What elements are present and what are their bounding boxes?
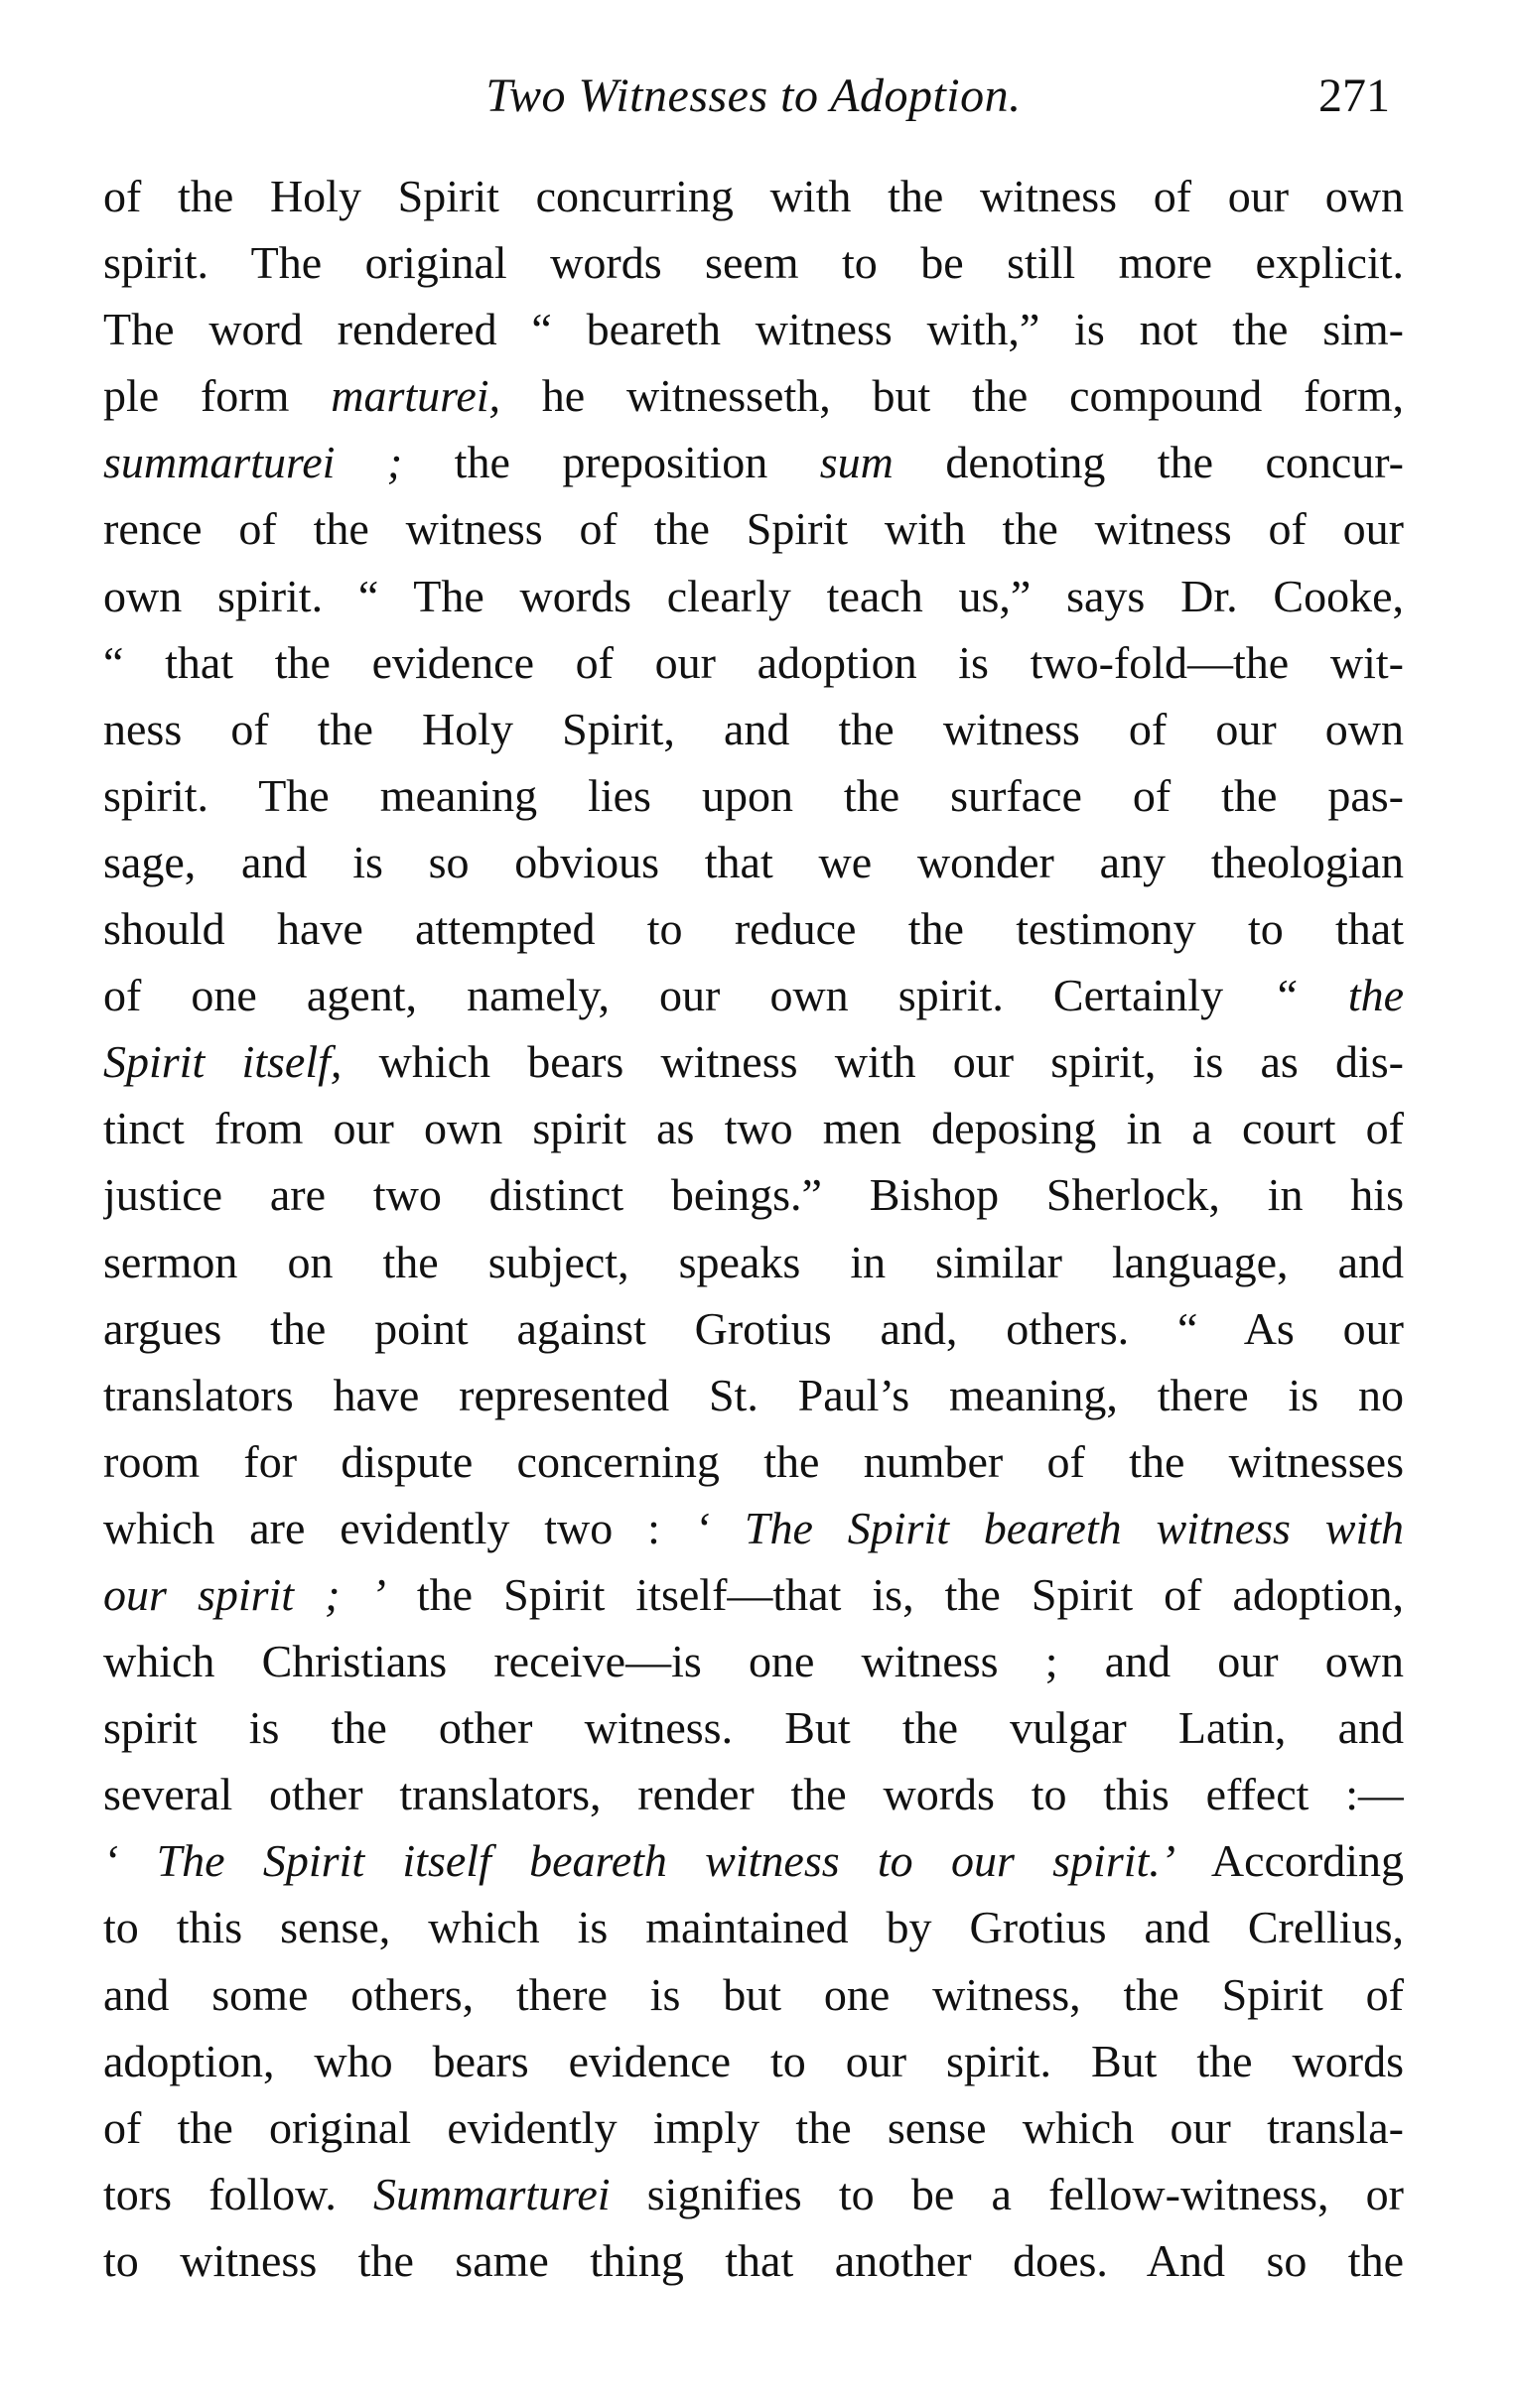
text-line — [103, 1362, 1404, 1428]
text-segment: to this sense, which is maintained by Grotius and Crellius, — [103, 1902, 1404, 1953]
italic-text: Spirit itself, — [103, 1036, 343, 1088]
text-segment: tors follow. — [103, 2168, 374, 2219]
text-line — [103, 895, 1404, 962]
text-line — [103, 2227, 1404, 2294]
text-line — [103, 1428, 1404, 1495]
text-line — [103, 495, 1404, 562]
text-line — [103, 1561, 1404, 1628]
italic-text: ‘ The Spirit beareth witness with — [694, 1502, 1404, 1553]
text-line — [103, 163, 1404, 229]
text-line — [103, 429, 1404, 495]
text-segment: rence of the witness of the Spirit with the witness of our — [103, 503, 1404, 555]
italic-text: sum — [819, 437, 894, 488]
text-segment: which are evidently two : — [103, 1502, 695, 1553]
text-line — [103, 2161, 1404, 2227]
text-line — [103, 1095, 1404, 1161]
running-title: Two Witnesses to Adoption. — [485, 69, 1022, 122]
text-segment: and some others, there is but one witness, the Spirit of — [103, 1968, 1404, 2020]
text-segment: room for dispute concerning the number of the witnesses — [103, 1435, 1404, 1487]
text-segment: adoption, who bears evidence to our spirit. But the words — [103, 2035, 1404, 2086]
text-line — [103, 1229, 1404, 1295]
text-line — [103, 1761, 1404, 1827]
text-line — [103, 1161, 1404, 1228]
body-text — [103, 163, 1404, 2294]
text-line — [103, 1628, 1404, 1694]
text-line — [103, 1495, 1404, 1561]
text-segment: translators have represented St. Paul’s meaning, there is no — [103, 1369, 1404, 1420]
text-segment: which Christians receive—is one witness ; and our own — [103, 1636, 1404, 1687]
italic-text: Summarturei — [373, 2168, 611, 2219]
text-segment: spirit. The original words seem to be still more explicit. — [103, 237, 1404, 289]
text-line — [103, 563, 1404, 629]
text-segment: which bears witness with our spirit, is as dis- — [342, 1036, 1404, 1088]
text-line — [103, 2094, 1404, 2161]
text-line — [103, 1028, 1404, 1095]
text-segment: sage, and is so obvious that we wonder any theologian — [103, 836, 1404, 887]
text-segment: argues the point against Grotius and, others. “ As our — [103, 1302, 1404, 1354]
text-line — [103, 962, 1404, 1028]
text-segment: “ that the evidence of our adoption is two-fold—the wit- — [103, 636, 1404, 688]
text-segment: to witness the same thing that another does. And so the — [103, 2234, 1404, 2286]
text-segment: the preposition — [402, 437, 820, 488]
text-line — [103, 2028, 1404, 2094]
text-line — [103, 762, 1404, 829]
text-segment: tinct from our own spirit as two men deposing in a court of — [103, 1103, 1404, 1154]
italic-text: summarturei ; — [103, 437, 403, 488]
text-segment: own spirit. “ The words clearly teach us,” says Dr. Cooke, — [103, 570, 1404, 621]
text-line — [103, 1694, 1404, 1761]
text-segment: The word rendered “ beareth witness with,” is not the sim- — [103, 304, 1404, 355]
text-segment: ness of the Holy Spirit, and the witness of our own — [103, 703, 1404, 754]
text-line — [103, 696, 1404, 762]
text-segment: ple form — [103, 370, 332, 422]
text-segment: spirit is the other witness. But the vulgar Latin, and — [103, 1702, 1404, 1754]
text-line — [103, 629, 1404, 696]
text-segment: several other translators, render the words to this effect :— — [103, 1769, 1404, 1820]
text-segment: of the original evidently imply the sense which our transla- — [103, 2101, 1404, 2153]
text-segment: denoting the concur- — [893, 437, 1404, 488]
text-line — [103, 1894, 1404, 1960]
text-segment: he witnesseth, but the compound form, — [500, 370, 1404, 422]
text-segment: should have attempted to reduce the testimony to that — [103, 903, 1404, 955]
text-line — [103, 229, 1404, 296]
text-line — [103, 362, 1404, 429]
text-line — [103, 1961, 1404, 2028]
text-line — [103, 296, 1404, 362]
text-segment: According — [1175, 1835, 1404, 1887]
text-segment: spirit. The meaning lies upon the surface of the pas- — [103, 769, 1404, 821]
text-segment: justice are two distinct beings.” Bishop Sherlock, in his — [103, 1169, 1404, 1221]
text-segment: sermon on the subject, speaks in similar language, and — [103, 1236, 1404, 1287]
page-number: 271 — [1318, 69, 1390, 122]
text-segment: of the Holy Spirit concurring with the witness of our own — [103, 171, 1404, 221]
page-header — [103, 62, 1404, 131]
italic-text: “ the — [1273, 970, 1404, 1021]
text-line — [103, 1295, 1404, 1362]
text-segment: of one agent, namely, our own spirit. Certainly — [103, 970, 1274, 1021]
italic-text: marturei, — [331, 370, 501, 422]
text-segment: signifies to be a fellow-witness, or — [610, 2168, 1404, 2219]
italic-text: our spirit ; ’ — [103, 1568, 386, 1620]
text-line — [103, 1827, 1404, 1894]
text-line — [103, 829, 1404, 895]
italic-text: ‘ The Spirit itself beareth witness to our spirit.’ — [103, 1835, 1176, 1887]
text-segment: the Spirit itself—that is, the Spirit of adoption, — [385, 1568, 1404, 1620]
